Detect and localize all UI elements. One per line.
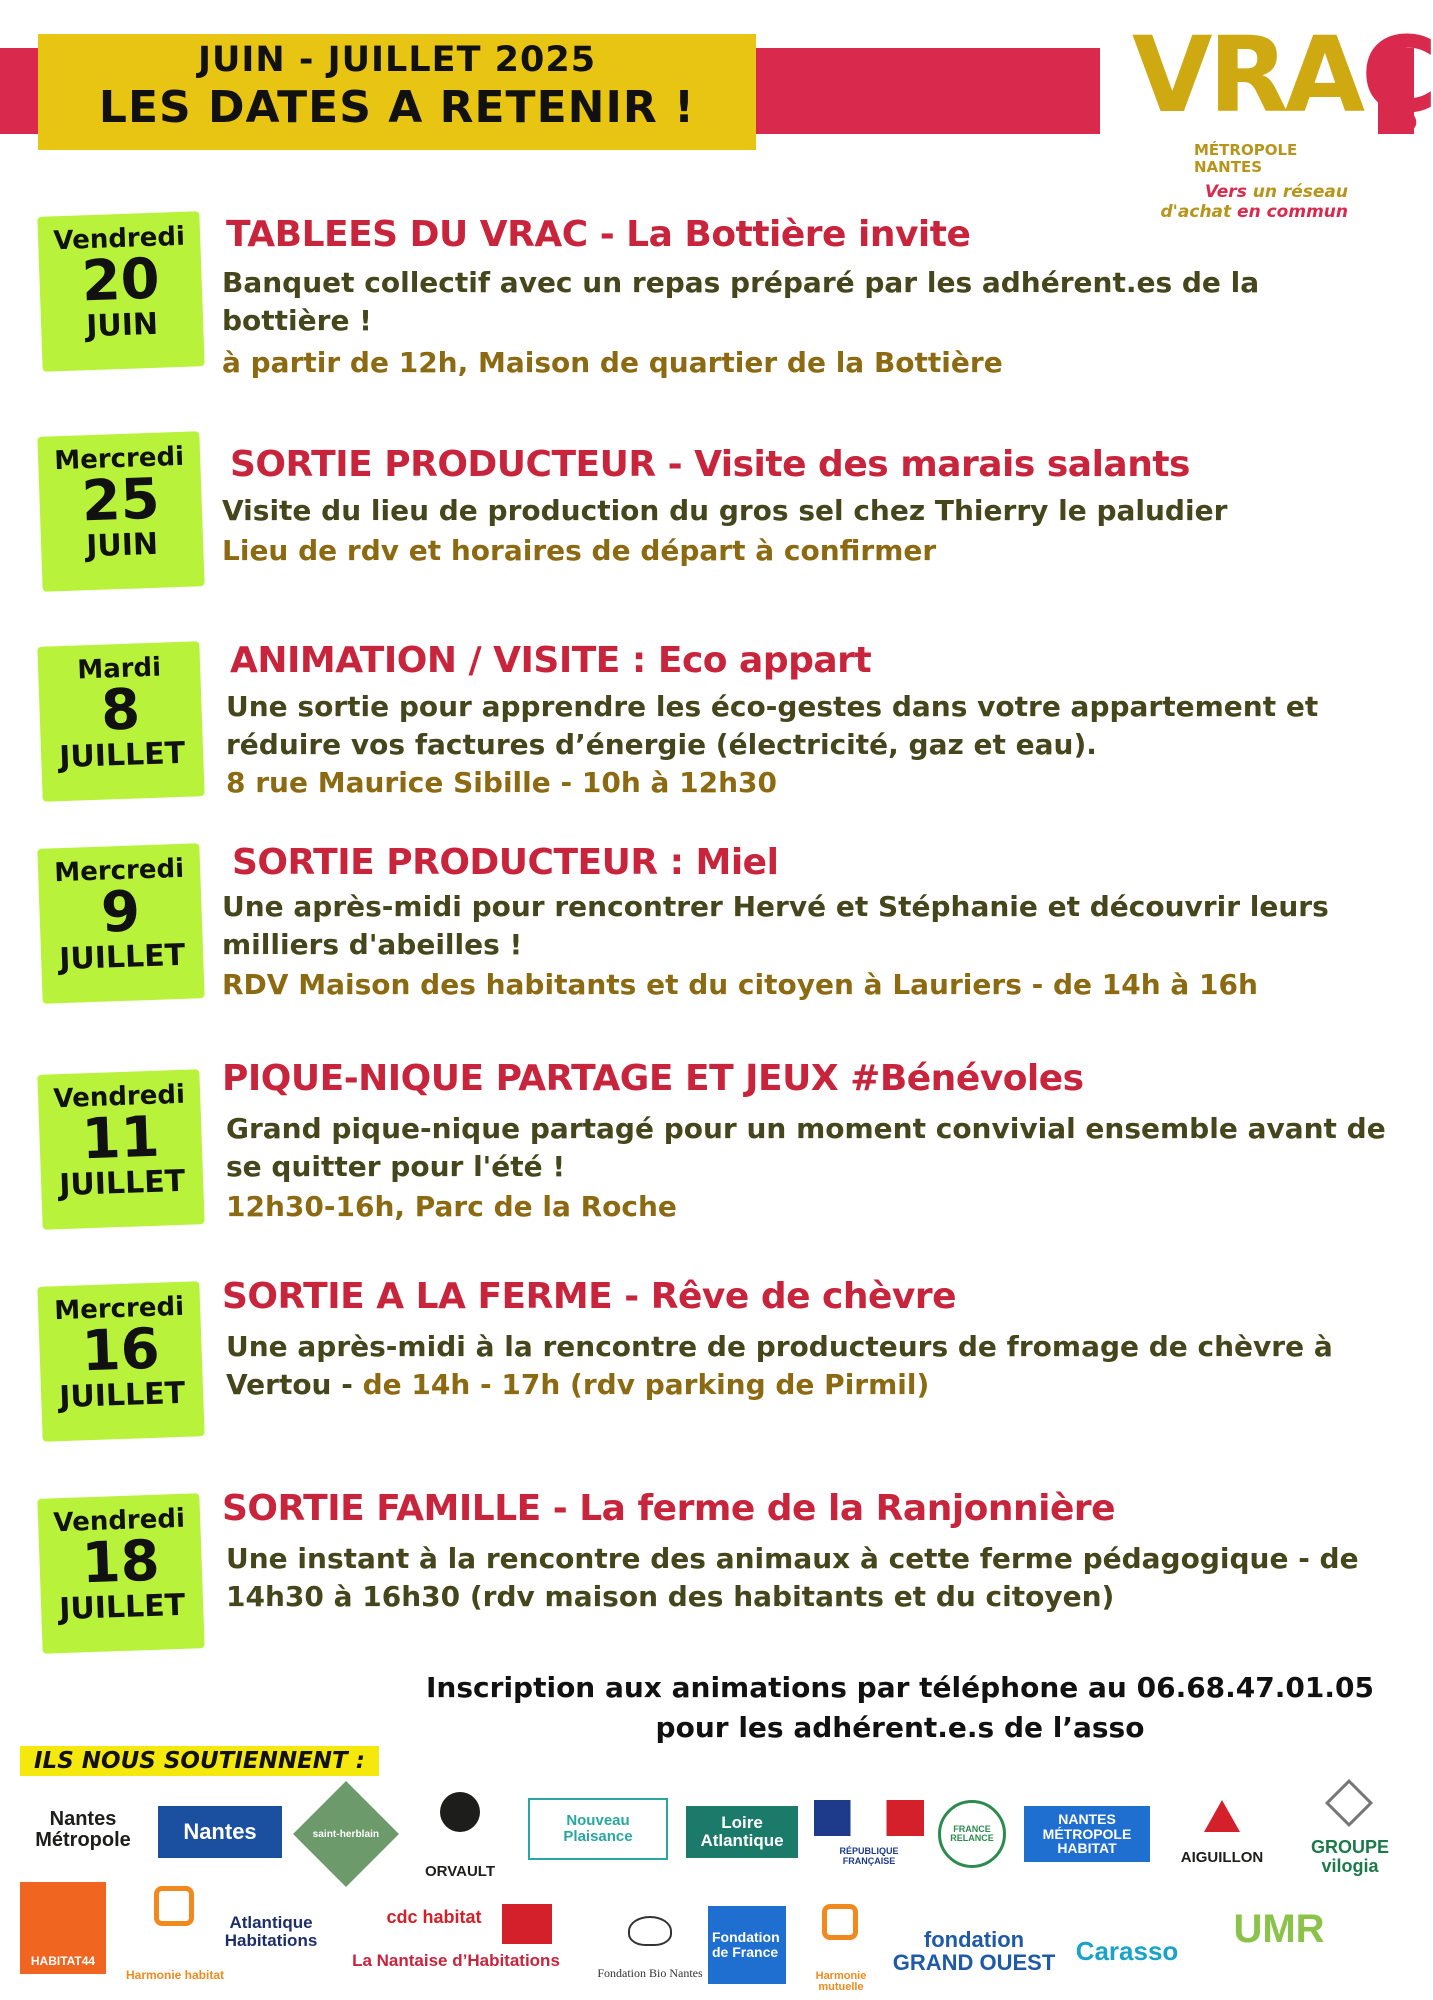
date-badge: Mercredi 9 JUILLET <box>37 843 204 1004</box>
sponsor-logo: UMR <box>1233 1907 1325 1951</box>
sponsor-logo: FRANCE RELANCE <box>938 1800 1006 1868</box>
sponsor-logo: Carasso <box>1075 1936 1179 1967</box>
event-info: de 14h - 17h (rdv parking de Pirmil) <box>362 1368 930 1401</box>
page-subtitle: JUIN - JUILLET 2025 <box>197 40 597 80</box>
event-description: Grand pique-nique partagé pour un moment convivial ensemble avant de se quitter pour l'été ! <box>226 1112 1386 1183</box>
date-badge: Vendredi 20 JUIN <box>37 211 204 372</box>
event-title: SORTIE PRODUCTEUR : Miel <box>232 842 779 883</box>
supporters-label: ILS NOUS SOUTIENNENT : <box>20 1746 379 1776</box>
date-badge: Mercredi 25 JUIN <box>37 431 204 592</box>
sponsor-logo: Loire Atlantique <box>686 1806 798 1858</box>
event-info: à partir de 12h, Maison de quartier de la Bottière <box>222 346 1003 379</box>
event-info: 8 rue Maurice Sibille - 10h à 12h30 <box>226 766 778 799</box>
date-badge: Vendredi 11 JUILLET <box>37 1069 204 1230</box>
sponsor-logo: Harmonie habitat <box>120 1882 230 1982</box>
sponsor-logo: fondation GRAND OUEST <box>892 1926 1056 1975</box>
sponsor-logo: RÉPUBLIQUE FRANÇAISE <box>814 1800 924 1866</box>
date-badge: Mercredi 16 JUILLET <box>37 1281 204 1442</box>
logo-tagline: Vers un réseau d'achat en commun <box>1160 182 1348 222</box>
vrac-logo <box>1128 14 1433 230</box>
event-description: Une après-midi pour rencontrer Hervé et Stéphanie et découvrir leurs milliers d'abeilles ! <box>222 890 1329 961</box>
sponsor-logo: La Nantaise d’Habitations <box>352 1951 560 1971</box>
logo-wordmark: VRAÇ <box>1132 14 1433 136</box>
page-title-box <box>38 34 756 150</box>
event-title: PIQUE-NIQUE PARTAGE ET JEUX #Bénévoles <box>222 1058 1084 1099</box>
event-info: 12h30-16h, Parc de la Roche <box>226 1190 677 1223</box>
event-title: ANIMATION / VISITE : Eco appart <box>230 640 872 681</box>
tree-icon <box>440 1792 480 1832</box>
event-title: SORTIE FAMILLE - La ferme de la Ranjonnière <box>222 1488 1116 1529</box>
sponsor-logo: cdc habitat <box>386 1906 482 1927</box>
sponsor-logo: Fondation Bio Nantes <box>592 1910 708 1980</box>
date-badge: Mardi 8 JUILLET <box>37 641 204 802</box>
event-description: Banquet collectif avec un repas préparé par les adhérent.es de la bottière ! <box>222 266 1260 337</box>
sponsor-logo: Nantes Métropole <box>35 1808 131 1851</box>
event-description: Une instant à la rencontre des animaux à cette ferme pédagogique - de 14h30 à 16h30 (rdv maison des habitants et du citoyen) <box>226 1542 1359 1613</box>
sponsor-logo: saint-herblain <box>293 1781 399 1887</box>
sponsor-logo: NANTES MÉTROPOLE HABITAT <box>1024 1806 1150 1862</box>
hexagon-icon <box>154 1886 194 1926</box>
event-title: SORTIE A LA FERME - Rêve de chèvre <box>222 1276 957 1317</box>
sponsor-logo: Nantes <box>158 1806 282 1858</box>
event-title: TABLEES DU VRAC - La Bottière invite <box>226 214 971 255</box>
sponsor-logo: HABITAT44 <box>20 1882 106 1974</box>
sponsor-logo: Fondation de France <box>708 1906 786 1984</box>
sponsor-logo: Atlantique Habitations <box>224 1913 318 1950</box>
sponsor-logo: Nouveau Plaisance <box>528 1798 668 1860</box>
house-icon <box>1325 1779 1373 1827</box>
sponsor-logo: GROUPE vilogia <box>1300 1786 1400 1876</box>
event-info: Lieu de rdv et horaires de départ à confirmer <box>222 534 937 567</box>
sponsor-logo: Harmonie mutuelle <box>798 1898 884 1994</box>
event-title: SORTIE PRODUCTEUR - Visite des marais salants <box>230 444 1190 485</box>
event-description: Une sortie pour apprendre les éco-gestes dans votre appartement et réduire vos factures d’énergie (électricité, gaz et eau). <box>226 690 1319 761</box>
sponsor-logo: AIGUILLON <box>1164 1800 1280 1866</box>
sponsor-logo: ORVAULT <box>412 1790 508 1880</box>
logo-subtitle: MÉTROPOLE NANTES <box>1194 141 1298 176</box>
date-badge: Vendredi 18 JUILLET <box>37 1493 204 1654</box>
event-description: Une après-midi à la rencontre de producteurs de fromage de chèvre à Vertou - de 14h - 17h (rdv parking de Pirmil) <box>226 1330 1333 1401</box>
event-description: Visite du lieu de production du gros sel chez Thierry le paludier <box>222 494 1228 527</box>
aiguillon-triangle-icon <box>1204 1800 1240 1832</box>
inscription-note: Inscription aux animations par téléphone au 06.68.47.01.05 pour les adhérent.e.s de l’asso <box>426 1671 1374 1744</box>
page-title: LES DATES A RETENIR ! <box>98 82 696 133</box>
event-info: RDV Maison des habitants et du citoyen à Lauriers - de 14h à 16h <box>222 968 1258 1001</box>
caisse-depots-logo <box>502 1904 552 1944</box>
butterfly-icon <box>628 1916 672 1946</box>
hexagon-icon <box>822 1904 858 1940</box>
